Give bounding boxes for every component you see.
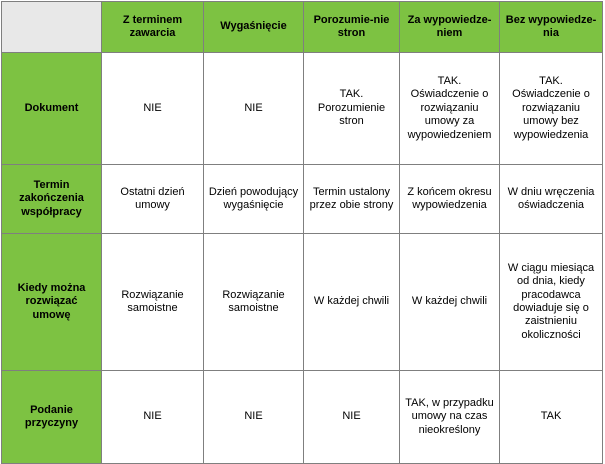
column-header-3: Za wypowiedze-niem (400, 2, 500, 53)
cell-1-3: Z końcem okresu wypowiedzenia (400, 165, 500, 234)
cell-1-4: W dniu wręczenia oświadczenia (500, 165, 603, 234)
table-row (2, 53, 603, 165)
table-row (2, 165, 603, 234)
row-header-0: Dokument (2, 53, 102, 165)
cell-0-1: NIE (204, 53, 304, 165)
row-header-3: Podanie przyczyny (2, 371, 102, 464)
cell-1-0: Ostatni dzień umowy (102, 165, 204, 234)
cell-3-3: TAK, w przypadku umowy na czas nieokreślony (400, 371, 500, 464)
cell-2-4: W ciągu miesiąca od dnia, kiedy pracodawca dowiaduje się o zaistnieniu okoliczności (500, 234, 603, 371)
cell-3-4: TAK (500, 371, 603, 464)
table-header-row (2, 2, 603, 53)
cell-1-2: Termin ustalony przez obie strony (304, 165, 400, 234)
row-header-2: Kiedy można rozwiązać umowę (2, 234, 102, 371)
table-corner-cell (2, 2, 102, 53)
cell-3-1: NIE (204, 371, 304, 464)
column-header-0: Z terminem zawarcia (102, 2, 204, 53)
column-header-4: Bez wypowiedze-nia (500, 2, 603, 53)
cell-0-4: TAK. Oświadczenie o rozwiązaniu umowy bez wypowiedzenia (500, 53, 603, 165)
cell-2-2: W każdej chwili (304, 234, 400, 371)
cell-2-0: Rozwiązanie samoistne (102, 234, 204, 371)
comparison-table (1, 1, 603, 464)
cell-2-3: W każdej chwili (400, 234, 500, 371)
cell-0-0: NIE (102, 53, 204, 165)
row-header-1: Termin zakończenia współpracy (2, 165, 102, 234)
cell-0-2: TAK. Porozumienie stron (304, 53, 400, 165)
table-row (2, 234, 603, 371)
document-canvas (0, 1, 605, 439)
cell-0-3: TAK. Oświadczenie o rozwiązaniu umowy za wypowiedzeniem (400, 53, 500, 165)
cell-3-0: NIE (102, 371, 204, 464)
column-header-1: Wygaśnięcie (204, 2, 304, 53)
cell-3-2: NIE (304, 371, 400, 464)
cell-2-1: Rozwiązanie samoistne (204, 234, 304, 371)
cell-1-1: Dzień powodujący wygaśnięcie (204, 165, 304, 234)
column-header-2: Porozumie-nie stron (304, 2, 400, 53)
table-row (2, 371, 603, 464)
